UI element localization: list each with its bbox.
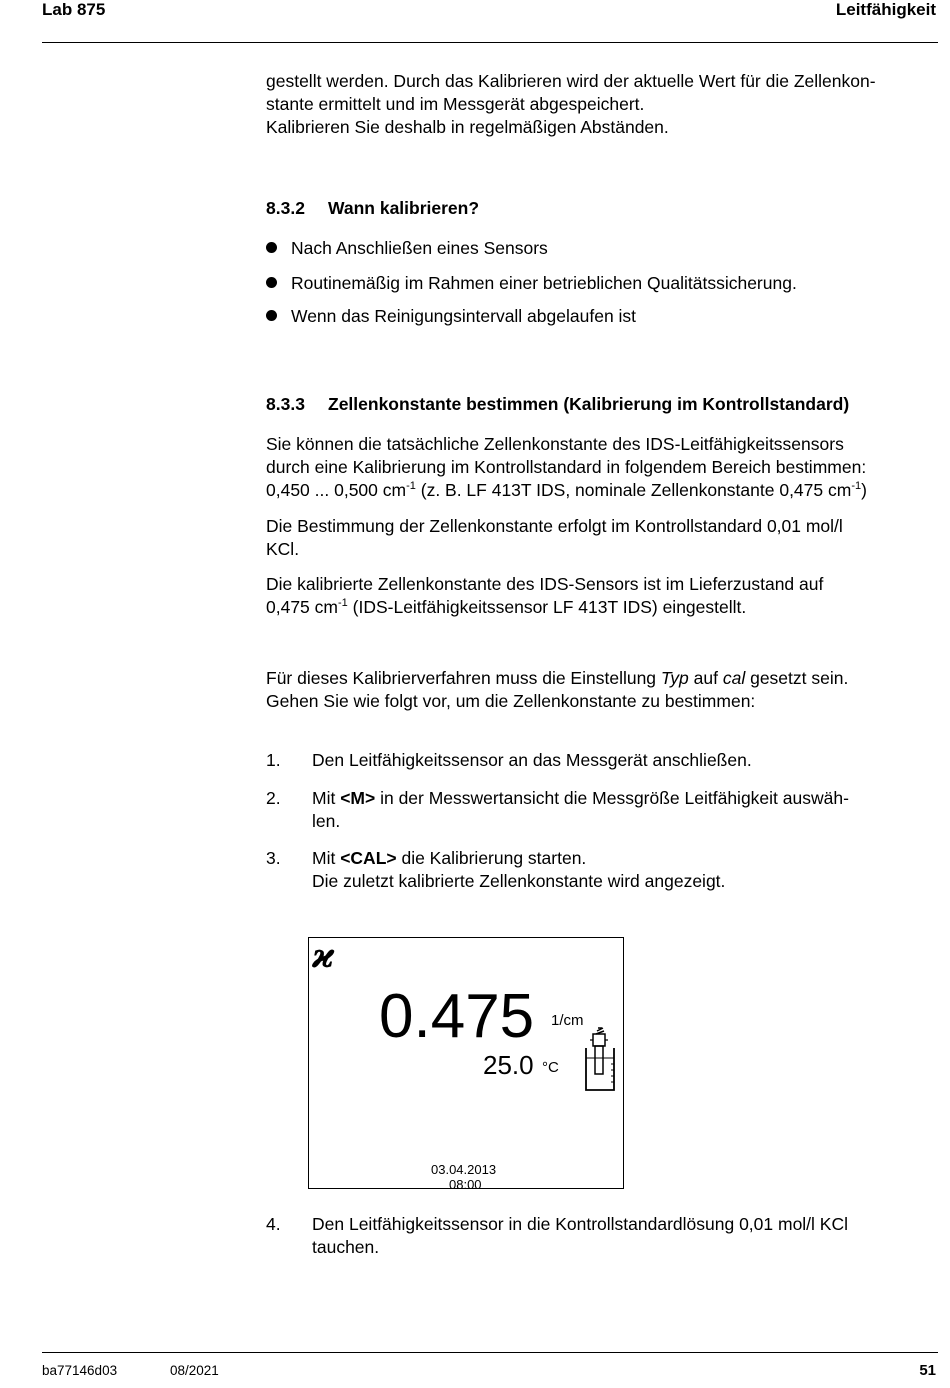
- header-right: Leitfähigkeit: [835, 0, 936, 19]
- footer-rule: [42, 1352, 938, 1353]
- text-run: len.: [312, 811, 341, 831]
- paragraph-line: [266, 479, 946, 502]
- measured-value: 0.475: [379, 982, 535, 1051]
- text-run: (z. B. LF 413T IDS, nominale Zellenkonstante 0,475 cm: [415, 480, 852, 500]
- paragraph-line: KCl.: [266, 539, 300, 559]
- paragraph-line: Gehen Sie wie folgt vor, um die Zellenkonstante zu bestimmen:: [266, 691, 756, 711]
- header-rule: [42, 42, 938, 43]
- step-text: [312, 1213, 926, 1259]
- bullet-icon: [266, 242, 277, 253]
- paragraph-delivery: [266, 573, 936, 619]
- display-date: 03.04.2013: [431, 1162, 497, 1177]
- step-number: 4.: [266, 1214, 281, 1234]
- text-run: auf: [688, 668, 723, 688]
- text-run: ): [861, 480, 867, 500]
- text-run: Mit: [312, 788, 341, 808]
- key-label: <M>: [340, 788, 376, 808]
- paragraph-range: [266, 433, 946, 502]
- step-text: [312, 787, 926, 833]
- superscript: -1: [337, 597, 348, 609]
- paragraph-procedure: [266, 667, 946, 713]
- text-run: Für dieses Kalibrierverfahren muss die Einstellung: [266, 668, 661, 688]
- text-run: Mit: [312, 848, 341, 868]
- text-run: Die zuletzt kalibrierte Zellenkonstante wird angezeigt.: [312, 871, 726, 891]
- beaker-sensor-icon: [584, 1026, 620, 1096]
- step-1: [266, 749, 926, 772]
- intro-line: gestellt werden. Durch das Kalibrieren wird der aktuelle Wert für die Zellenkon-: [266, 71, 876, 91]
- bullet-item: [266, 237, 548, 260]
- setting-value: cal: [722, 668, 746, 688]
- paragraph-line: [266, 596, 936, 619]
- text-run: 0,450 ... 0,500 cm: [266, 480, 407, 500]
- text-run: gesetzt sein.: [745, 668, 849, 688]
- intro-paragraph: [266, 70, 936, 139]
- text-run: in der Messwertansicht die Messgröße Leitfähigkeit auswäh-: [375, 788, 849, 808]
- text-run: tauchen.: [312, 1237, 380, 1257]
- footer-date: 08/2021: [170, 1363, 219, 1378]
- paragraph-line: durch eine Kalibrierung im Kontrollstandard in folgendem Bereich bestimmen:: [266, 457, 867, 477]
- bullet-item: [266, 305, 636, 328]
- step-3: [266, 847, 926, 893]
- paragraph-line: Sie können die tatsächliche Zellenkonstante des IDS-Leitfähigkeitssensors: [266, 434, 844, 454]
- paragraph-kcl: [266, 515, 936, 561]
- step-number: 2.: [266, 788, 281, 808]
- display-time: 08:00: [449, 1177, 482, 1192]
- paragraph-line: [266, 667, 946, 690]
- step-number: 1.: [266, 750, 281, 770]
- text-run: Den Leitfähigkeitssensor in die Kontrollstandardlösung 0,01 mol/l KCl: [312, 1214, 848, 1234]
- text-run: (IDS-Leitfähigkeitssensor LF 413T IDS) eingestellt.: [347, 597, 747, 617]
- paragraph-line: Die Bestimmung der Zellenkonstante erfolgt im Kontrollstandard 0,01 mol/l: [266, 516, 843, 536]
- bullet-icon: [266, 277, 277, 288]
- step-number: 3.: [266, 848, 281, 868]
- text-run: die Kalibrierung starten.: [396, 848, 587, 868]
- key-label: <CAL>: [340, 848, 397, 868]
- intro-line: stante ermittelt und im Messgerät abgespeichert.: [266, 94, 645, 114]
- superscript: -1: [851, 480, 862, 492]
- section-833-heading: [266, 394, 849, 415]
- step-2: [266, 787, 926, 833]
- text-run: 0,475 cm: [266, 597, 338, 617]
- header-left: Lab 875: [42, 0, 106, 19]
- step-text: [312, 847, 926, 893]
- device-display: [308, 936, 624, 1192]
- section-title: Wann kalibrieren?: [328, 198, 480, 218]
- footer-doc-id: ba77146d03: [42, 1363, 118, 1378]
- step-text: Den Leitfähigkeitssensor an das Messgerät anschließen.: [312, 750, 752, 770]
- temperature-unit: °C: [542, 1059, 559, 1076]
- section-title: Zellenkonstante bestimmen (Kalibrierung im Kontrollstandard): [328, 394, 850, 414]
- page-number: 51: [919, 1362, 936, 1379]
- bullet-item: [266, 272, 797, 295]
- step-4: [266, 1213, 926, 1259]
- bullet-icon: [266, 310, 277, 321]
- section-number: 8.3.2: [266, 198, 305, 218]
- superscript: -1: [406, 480, 416, 492]
- intro-line: Kalibrieren Sie deshalb in regelmäßigen Abständen.: [266, 117, 669, 137]
- bullet-text: Wenn das Reinigungsintervall abgelaufen ist: [291, 306, 637, 326]
- section-832-heading: [266, 198, 479, 219]
- bullet-text: Nach Anschließen eines Sensors: [291, 238, 548, 258]
- conductivity-symbol: ϰ: [312, 936, 335, 976]
- section-number: 8.3.3: [266, 394, 305, 414]
- temperature-value: 25.0: [483, 1050, 534, 1080]
- paragraph-line: Die kalibrierte Zellenkonstante des IDS-Sensors ist im Lieferzustand auf: [266, 574, 824, 594]
- bullet-text: Routinemäßig im Rahmen einer betrieblichen Qualitätssicherung.: [291, 273, 797, 293]
- setting-name: Typ: [660, 668, 689, 688]
- value-unit: 1/cm: [551, 1012, 584, 1029]
